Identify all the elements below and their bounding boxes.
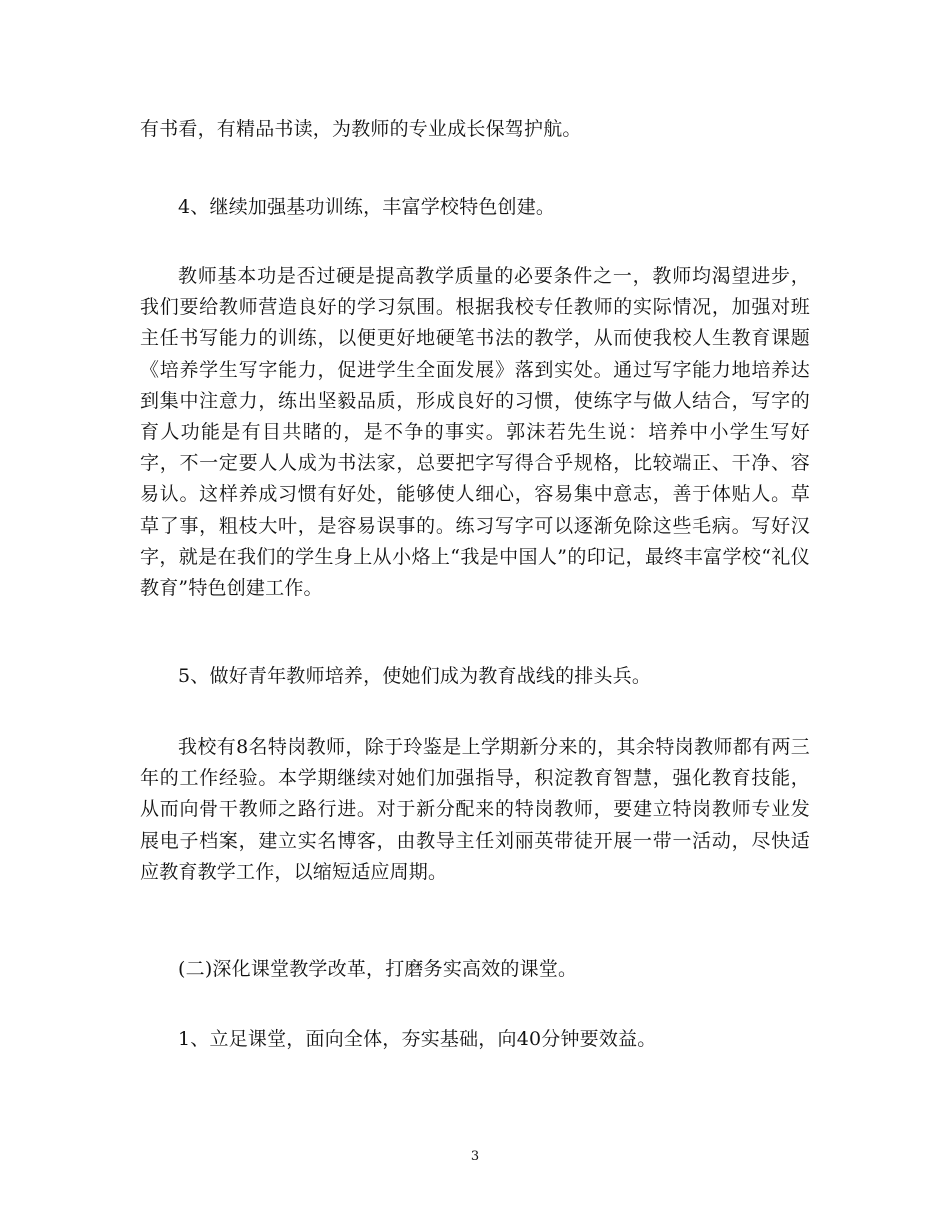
paragraph-body-teacher-skills: 教师基本功是否过硬是提高教学质量的必要条件之一，教师均渴望进步，我们要给教师营造良好的学习氛围。根据我校专任教师的实际情况，加强对班主任书写能力的训练，以便更好地硬笔书法的教学，从而使我校人生教育课题《培养学生写字能力，促进学生全面发展》落到实处。通过写字能力地培养达到集中注意力，练出坚毅品质，形成良好的习惯，使练字与做人结合，写字的育人功能是有目共睹的，是不争的事实。郭沫若先生说：培养中小学生写好字，不一定要人人成为书法家，总要把字写得合乎规格，比较端正、干净、容易认。这样养成习惯有好处，能够使人细心，容易集中意志，善于体贴人。草草了事，粗枝大叶，是容易误事的。练习写字可以逐渐免除这些毛病。写好汉字，就是在我们的学生身上从小烙上“我是中国人”的印记，最终丰富学校“礼仪教育”特色创建工作。 [140,265,810,600]
paragraph-body-young-teachers: 我校有8名特岗教师，除于玲鉴是上学期新分来的，其余特岗教师都有两三年的工作经验。本学期继续对她们加强指导，积淀教育智慧，强化教育技能，从而向骨干教师之路行进。对于新分配来的特岗教师，要建立特岗教师专业发展电子档案，建立实名博客，由教导主任刘丽英带徒开展一带一活动，尽快适应教育教学工作，以缩短适应周期。 [140,736,810,883]
paragraph-heading-5: 5、做好青年教师培养，使她们成为教育战线的排头兵。 [178,665,652,687]
paragraph-continuation: 有书看，有精品书读，为教师的专业成长保驾护航。 [140,118,582,140]
paragraph-heading-4: 4、继续加强基功训练，丰富学校特色创建。 [178,196,556,218]
page-number: 3 [470,1149,480,1164]
paragraph-section-2-heading: (二)深化课堂教学改革，打磨务实高效的课堂。 [178,958,578,980]
paragraph-heading-1: 1、立足课堂，面向全体，夯实基础，向40分钟要效益。 [178,1028,657,1050]
